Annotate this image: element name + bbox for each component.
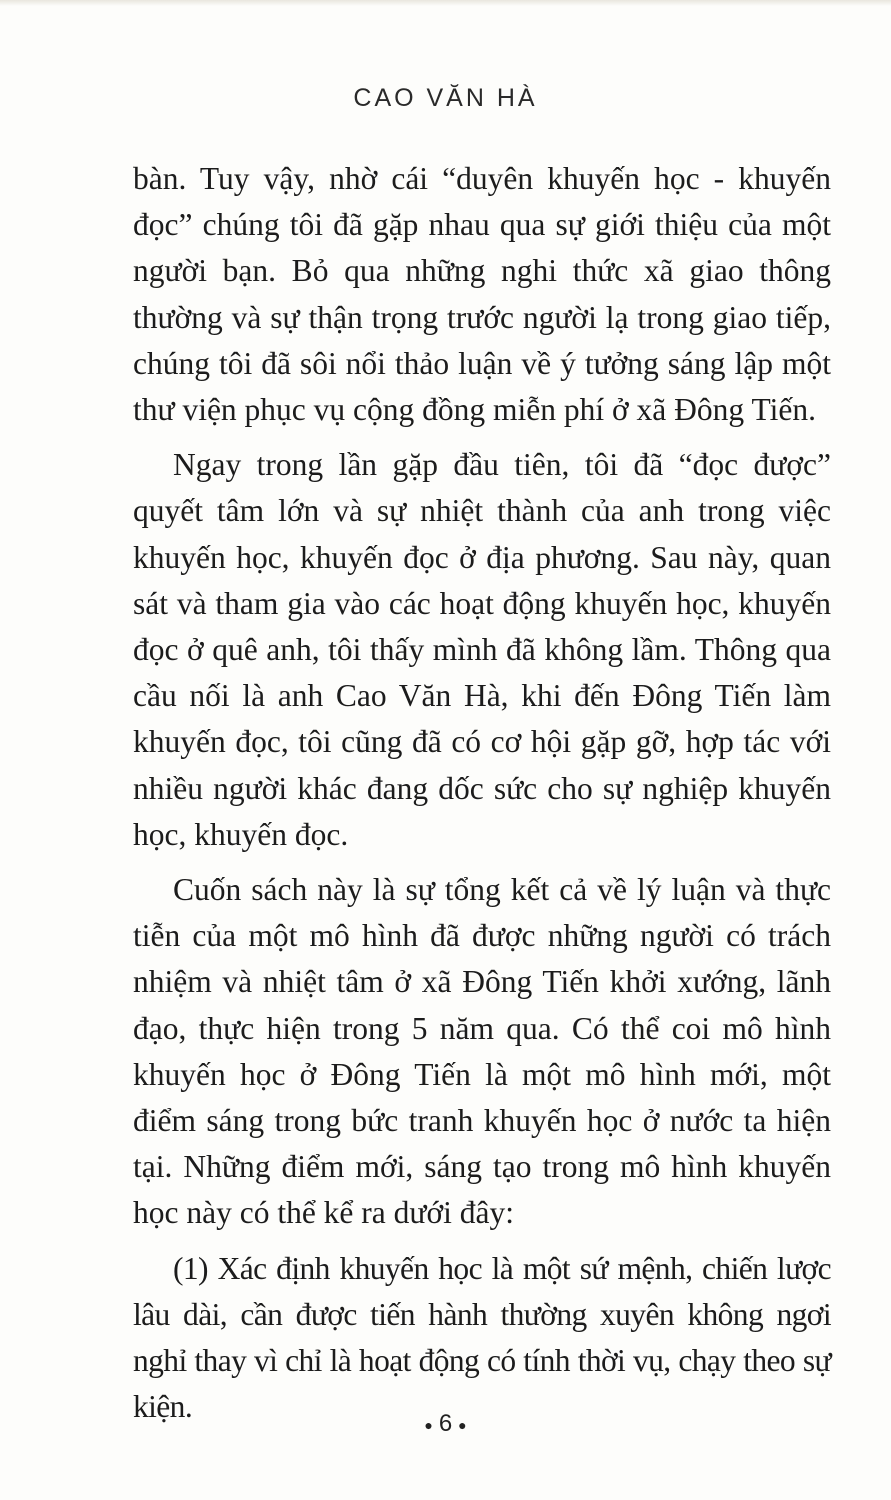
body-text: [133, 156, 831, 1430]
bullet-icon: ●: [458, 1416, 467, 1433]
page-top-edge: [0, 0, 891, 6]
running-header: CAO VĂN HÀ: [353, 84, 538, 112]
paragraph: Ngay trong lần gặp đầu tiên, tôi đã “đọc được” quyết tâm lớn và sự nhiệt thành của anh trong việc khuyến học, khuyến đọc ở địa phương. Sau này, quan sát và tham gia vào các hoạt động khuyến học, khuyến đọc ở quê anh, tôi thấy mình đã không lầm. Thông qua cầu nối là anh Cao Văn Hà, khi đến Đông Tiến làm khuyến đọc, tôi cũng đã có cơ hội gặp gỡ, hợp tác với nhiều người khác đang dốc sức cho sự nghiệp khuyến học, khuyến đọc.: [133, 447, 831, 852]
paragraph-list-item: (1) Xác định khuyến học là một sứ mệnh, chiến lược lâu dài, cần được tiến hành thường xuyên không ngơi nghỉ thay vì chỉ là hoạt động có tính thời vụ, chạy theo sự kiện.: [133, 1250, 831, 1425]
page-number: [0, 1410, 891, 1438]
paragraph: Cuốn sách này là sự tổng kết cả về lý luận và thực tiễn của một mô hình đã được những người có trách nhiệm và nhiệt tâm ở xã Đông Tiến khởi xướng, lãnh đạo, thực hiện trong 5 năm qua. Có thể coi mô hình khuyến học ở Đông Tiến là một mô hình mới, một điểm sáng trong bức tranh khuyến học ở nước ta hiện tại. Những điểm mới, sáng tạo trong mô hình khuyến học này có thể kể ra dưới đây:: [133, 872, 831, 1231]
paragraph-continuation: bàn. Tuy vậy, nhờ cái “duyên khuyến học - khuyến đọc” chúng tôi đã gặp nhau qua sự giới thiệu của một người bạn. Bỏ qua những nghi thức xã giao thông thường và sự thận trọng trước người lạ trong giao tiếp, chúng tôi đã sôi nổi thảo luận về ý tưởng sáng lập một thư viện phục vụ cộng đồng miễn phí ở xã Đông Tiến.: [133, 161, 831, 428]
bullet-icon: ●: [424, 1416, 433, 1433]
page-number-value: 6: [438, 1410, 453, 1437]
